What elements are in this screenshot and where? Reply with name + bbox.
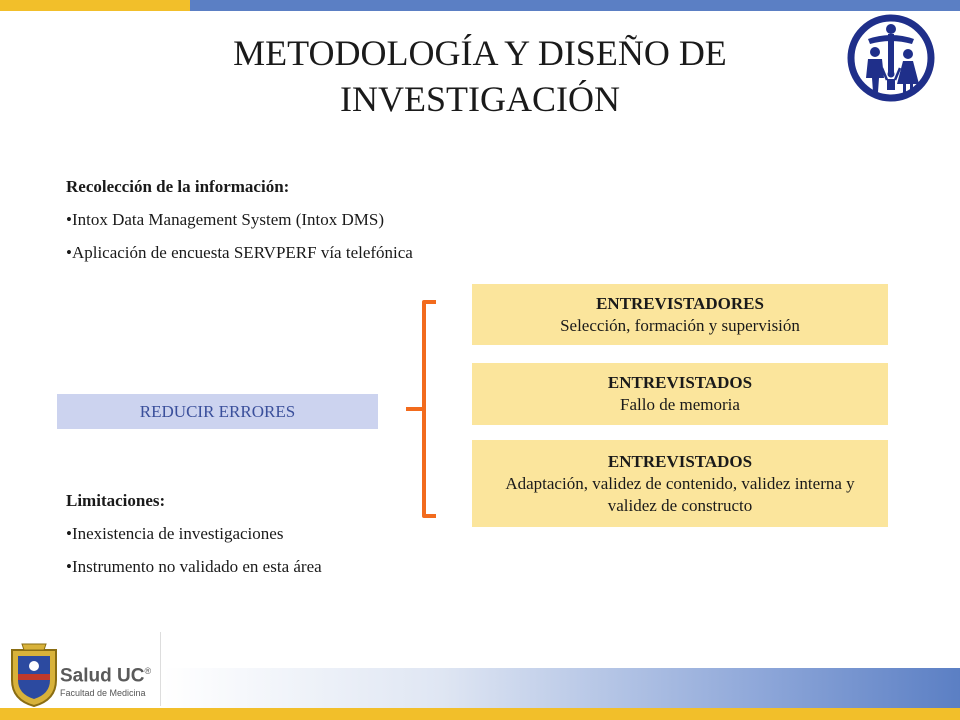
limitaciones-section [66,484,322,583]
box-1-text: Selección, formación y supervisión [560,315,800,335]
bracket-connector [400,298,440,520]
limitaciones-item-2: •Instrumento no validado en esta área [66,557,322,576]
university-crest-icon [8,640,60,708]
title-line-2: INVESTIGACIÓN [340,79,620,119]
top-gold-bar [0,0,190,11]
recoleccion-item-1: •Intox Data Management System (Intox DMS) [66,210,385,229]
top-blue-bar [190,0,960,11]
box-2-text: Fallo de memoria [620,395,740,414]
recoleccion-item-2: •Aplicación de encuesta SERVPERF vía telefónica [66,243,413,262]
reducir-errores-box: REDUCIR ERRORES [57,394,378,429]
salud-uc-brand [60,660,156,699]
entrevistadores-box [472,284,888,345]
recoleccion-section [66,170,413,269]
box-1-title: ENTREVISTADORES [596,293,764,313]
footer-gold-bar [0,708,960,720]
box-2-title: ENTREVISTADOS [607,373,753,392]
limitaciones-heading: Limitaciones: [66,491,166,510]
limitaciones-item-1: •Inexistencia de investigaciones [66,524,284,543]
title-line-1: METODOLOGÍA Y DISEÑO DE [233,33,727,73]
entrevistados-memoria-box [472,363,888,425]
recoleccion-heading: Recolección de la información: [66,177,290,196]
footer-divider [160,632,161,706]
family-logo-icon [846,12,936,104]
brand-name: Salud UC® [60,665,152,687]
entrevistados-validez-box [472,440,888,527]
brand-subtitle: Facultad de Medicina [60,688,146,699]
box-3-text: Adaptación, validez de contenido, validez interna y validez de constructo [505,473,855,515]
footer-gradient-band [163,668,960,708]
slide-title [130,30,830,122]
brand-registered-mark: ® [144,666,152,676]
box-3-title: ENTREVISTADOS [607,451,753,471]
